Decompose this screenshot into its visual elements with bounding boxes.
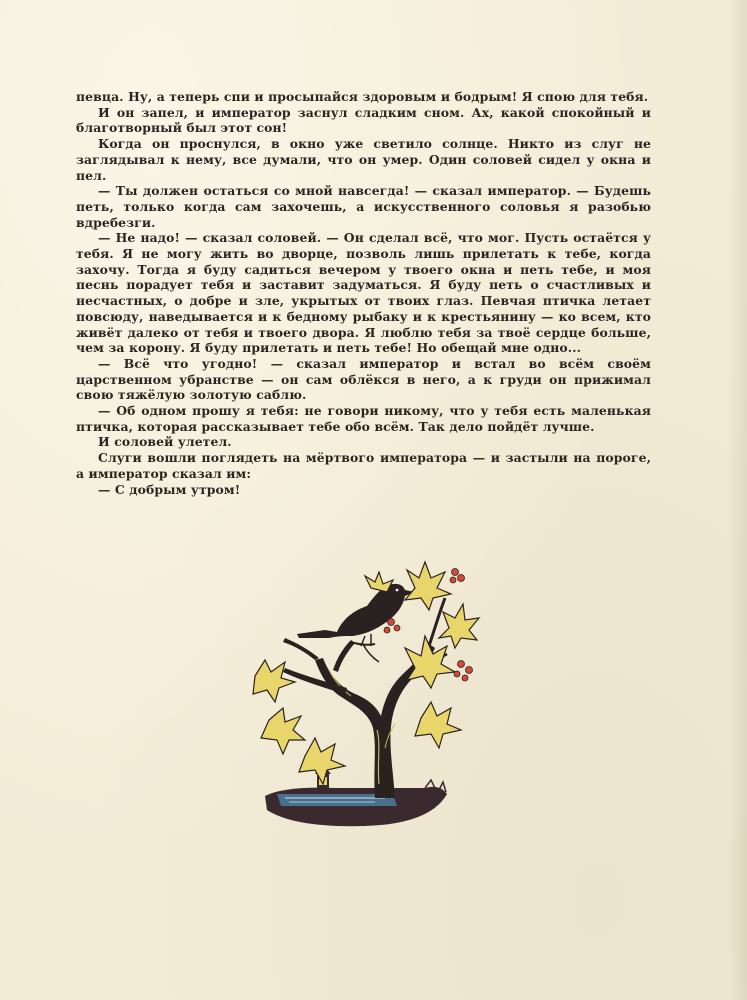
story-text	[76, 89, 651, 497]
paragraph: — Не надо! — сказал соловей. — Он сделал всё, что мог. Пусть остаётся у тебя. Я не могу жить во дворце, позволь лишь прилетать к тебе, когда захочу. Тогда я буду садиться вечером у твоего окна и петь тебе, и моя песнь порадует тебя и заставит задуматься. Я буду петь о счастливых и несчастных, о добре и зле, укрытых от твоих глаз. Певчая птичка летает повсюду, наведывается и к бедному рыбаку и к крестьянину — ко всем, кто живёт далеко от тебя и твоего двора. Я люблю тебя за твоё сердце больше, чем за корону. Я буду прилетать и петь тебе! Но обещай мне одно...	[76, 230, 651, 356]
paragraph: — Всё что угодно! — сказал император и встал во всём своём царственном убранстве — он сам облёкся в него, а к груди он прижимал свою тяжёлую золотую саблю.	[76, 355, 651, 403]
paragraph: — Ты должен остаться со мной навсегда! — сказал император. — Будешь петь, только когда сам захочешь, а искусственного соловья я разобью вдребезги.	[76, 183, 651, 230]
paragraph: И соловей улетел.	[98, 434, 232, 450]
nightingale-icon	[297, 584, 415, 646]
paragraph: — Об одном прошу я тебя: не говори никому, что у тебя есть маленькая птичка, которая рассказывает тебе обо всём. Так дело пойдёт лучше.	[76, 403, 651, 434]
paragraph: — С добрым утром!	[98, 481, 241, 497]
paragraph: Слуги вошли поглядеть на мёртвого императора — и застыли на пороге, а император сказал им:	[76, 450, 651, 481]
paragraph: певца. Ну, а теперь спи и просыпайся здоровым и бодрым! Я спою для тебя.	[76, 89, 649, 104]
page-edge-shadow	[727, 0, 747, 1000]
paragraph: Когда он проснулся, в окно уже светило солнце. Никто из слуг не заглядывал к нему, все думали, что он умер. Один соловей сидел у окна и пел.	[76, 136, 651, 183]
paragraph: И он запел, и император заснул сладким сном. Ах, какой спокойный и благотворный был этот сон!	[76, 104, 651, 136]
ground-base	[265, 780, 447, 826]
nightingale-on-branch-icon	[225, 548, 485, 833]
